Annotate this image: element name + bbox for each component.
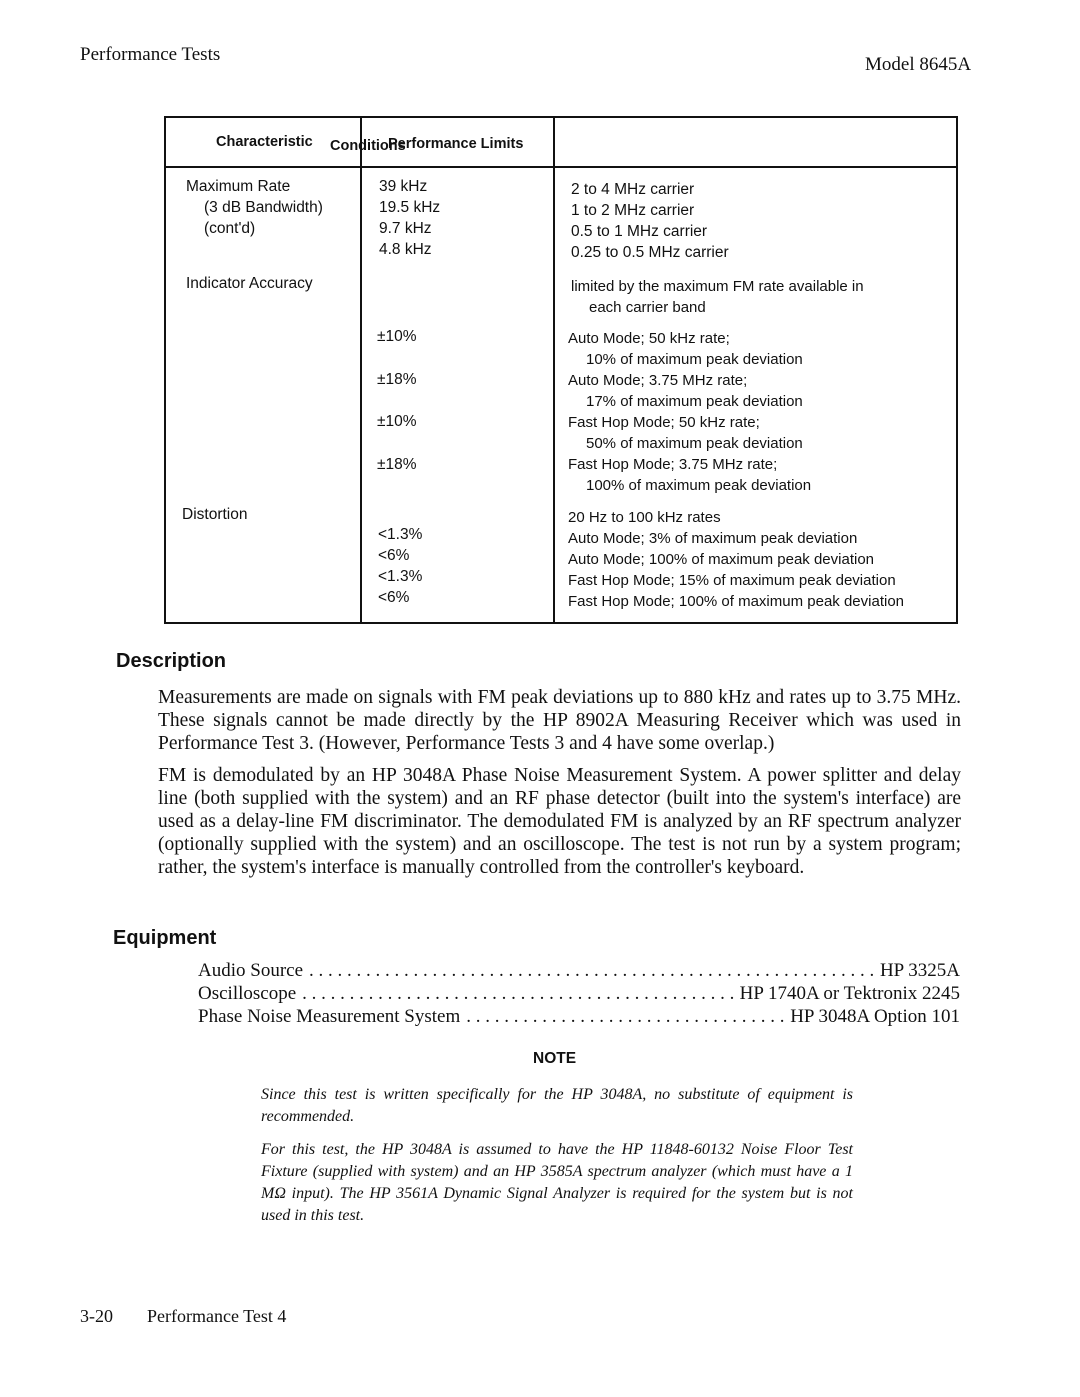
specification-table	[164, 116, 958, 624]
characteristic-indicator-accuracy: Indicator Accuracy	[186, 275, 313, 292]
limit-accuracy: ±18%	[377, 456, 417, 473]
note-paragraph: For this test, the HP 3048A is assumed to have the HP 11848-60132 Noise Floor Test Fixture (supplied with system) and an HP 3585A spectrum analyzer (which must have a 1 MΩ input). The HP 3561A Dynamic Signal Analyzer is required for the system but is not used in this test.	[261, 1141, 853, 1224]
equipment-item	[198, 1006, 960, 1028]
characteristic-distortion: Distortion	[182, 506, 248, 523]
equipment-name: Phase Noise Measurement System	[198, 1006, 461, 1027]
equipment-model: HP 1740A or Tektronix 2245	[739, 983, 960, 1004]
limits-distortion: <1.3% <6% <1.3% <6%	[378, 526, 423, 606]
description-heading: Description	[116, 650, 227, 672]
equipment-model: HP 3048A Option 101	[790, 1006, 960, 1027]
column-divider	[553, 118, 555, 622]
description-paragraph: FM is demodulated by an HP 3048A Phase Noise Measurement System. A power splitter and delay line (both supplied with the system) and an RF phase detector (built into the system's interface) are used as a delay-line FM discriminator. The demodulated FM is analyzed by an RF spectrum analyzer (optionally supplied with the system) and an oscilloscope. The test is not run by a system program; rather, the system's interface is manually controlled from the controller's keyboard.	[158, 765, 961, 878]
column-header-conditions: Conditions	[330, 138, 406, 154]
equipment-name: Audio Source	[198, 960, 304, 981]
note-heading: NOTE	[533, 1050, 577, 1067]
header-rule	[553, 166, 956, 168]
equipment-item	[198, 960, 960, 982]
leader-dots	[302, 983, 734, 1005]
page-footer	[80, 1306, 286, 1327]
footer-title: Performance Test 4	[147, 1306, 287, 1326]
column-header-performance-limits: Performance Limits	[388, 136, 524, 152]
column-header-characteristic: Characteristic	[216, 134, 313, 150]
column-divider	[360, 118, 362, 622]
conditions-limited: limited by the maximum FM rate available in each carrier band	[571, 278, 864, 316]
conditions-accuracy: Auto Mode; 50 kHz rate; 10% of maximum peak deviation Auto Mode; 3.75 MHz rate; 17% of maximum peak deviation Fast Hop Mode; 50 kHz rate; 50% of maximum peak deviation Fast Hop Mode; 3.75 MHz rate; 100% of maximum peak deviation	[568, 330, 812, 494]
limits-rates: 39 kHz 19.5 kHz 9.7 kHz 4.8 kHz	[379, 178, 441, 258]
limit-accuracy: ±18%	[377, 371, 417, 388]
leader-dots	[309, 960, 874, 982]
conditions-distortion-header: 20 Hz to 100 kHz rates	[568, 509, 721, 526]
equipment-model: HP 3325A	[879, 960, 960, 981]
running-header-left: Performance Tests	[80, 44, 221, 65]
equipment-name: Oscilloscope	[198, 983, 297, 1004]
header-rule	[166, 166, 360, 168]
equipment-heading: Equipment	[113, 927, 217, 949]
description-paragraph: Measurements are made on signals with FM peak deviations up to 880 kHz and rates up to 3.75 MHz. These signals cannot be made directly by the HP 8902A Measuring Receiver which was used in Performance Test 3. (However, Performance Tests 3 and 4 have some overlap.)	[158, 687, 961, 754]
equipment-item	[198, 983, 960, 1005]
page-number: 3-20	[80, 1306, 113, 1326]
running-header-right: Model 8645A	[865, 54, 972, 75]
note-paragraph: Since this test is written specifically for the HP 3048A, no substitute of equipment is recommended.	[261, 1086, 853, 1125]
conditions-distortion: Auto Mode; 3% of maximum peak deviation Auto Mode; 100% of maximum peak deviation Fast Hop Mode; 15% of maximum peak deviation Fast Hop Mode; 100% of maximum peak deviation	[568, 530, 904, 610]
characteristic-maximum-rate: Maximum Rate (3 dB Bandwidth) (cont'd)	[186, 178, 323, 237]
header-rule	[360, 166, 553, 168]
leader-dots	[466, 1006, 784, 1028]
limit-accuracy: ±10%	[377, 413, 417, 430]
limit-accuracy: ±10%	[377, 328, 417, 345]
conditions-carriers: 2 to 4 MHz carrier 1 to 2 MHz carrier 0.5 to 1 MHz carrier 0.25 to 0.5 MHz carrier	[571, 181, 729, 261]
